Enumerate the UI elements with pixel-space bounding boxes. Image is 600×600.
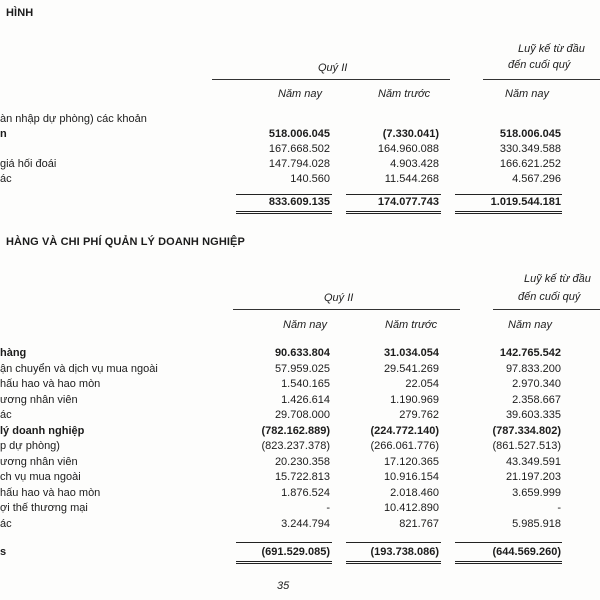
section2-row-value-c3: 97.833.200: [505, 362, 561, 375]
section1-total-c2: 174.077.743: [377, 196, 439, 208]
section2-quarter-underline: [233, 309, 460, 310]
section1-row-value-c2: 164.960.088: [377, 143, 439, 155]
section2-row-value-c1: 57.959.025: [274, 362, 330, 375]
section2-row-value-c3: 2.358.667: [512, 393, 561, 406]
section2-total-rule-c1: [236, 542, 332, 543]
section2-row-label: hàng: [0, 347, 27, 359]
section1-ytd-header-line2: đến cuối quý: [508, 59, 571, 71]
section2-total-c3: (644.569.260): [492, 546, 561, 558]
section1-col-ytd-this-year: Năm nay: [505, 88, 550, 100]
section2-row-value-c2: 10.916.154: [383, 471, 439, 483]
section2-row-value-c1: 29.708.000: [274, 409, 330, 421]
section2-row-value-c3: -: [557, 502, 561, 514]
section2-row-value-c2: 279.762: [399, 409, 439, 421]
section1-double-rule-c2b: [346, 213, 441, 214]
section1-row-value-c3: 330.349.588: [499, 143, 561, 155]
section1-ytd-header-line1: Luỹ kế từ đầu: [518, 43, 585, 55]
section1-double-rule-c2a: [346, 211, 441, 212]
section1-row-value-c1: 147.794.028: [268, 158, 330, 170]
section2-row-label: hấu hao và hao mòn: [0, 486, 101, 499]
section2-row-value-c3: 142.765.542: [499, 347, 561, 359]
section2-total-c2: (193.738.086): [370, 546, 439, 558]
section2-row-value-c2: 821.767: [399, 517, 439, 530]
section1-row-value-c3: 166.621.252: [499, 158, 561, 170]
section2-row-value-c2: 2.018.460: [390, 486, 439, 499]
section2-ytd-underline: [493, 309, 600, 310]
section2-row-label: p dự phòng): [0, 440, 60, 452]
section2-ytd-header-line1: Luỹ kế từ đầu: [524, 273, 591, 285]
section1-row-value-c2: 11.544.268: [384, 173, 439, 185]
section1-col-this-year: Năm nay: [278, 88, 323, 100]
section2-row-value-c3: 39.603.335: [505, 409, 561, 421]
section2-total-rule-c3: [455, 542, 562, 543]
section2-total-label: s: [0, 546, 7, 558]
section2-row-label: ương nhân viên: [0, 455, 78, 468]
section2-row-value-c3: (787.334.802): [492, 424, 561, 437]
section2-row-label: hấu hao và hao mòn: [0, 378, 101, 390]
section2-row-value-c1: 1.540.165: [281, 378, 330, 390]
section2-row-value-c3: 3.659.999: [512, 486, 561, 499]
section2-row-label: ác: [0, 409, 12, 421]
section2-double-rule-c1b: [236, 563, 332, 564]
page-number: 35: [277, 580, 290, 592]
section2-row-value-c2: 31.034.054: [383, 347, 439, 359]
section2-row-label: ác: [0, 517, 12, 530]
section1-row-value-c1: 167.668.502: [268, 143, 330, 155]
section2-row-value-c1: 15.722.813: [274, 471, 330, 483]
section2-row-value-c3: (861.527.513): [492, 440, 561, 452]
section2-double-rule-c2a: [346, 561, 441, 562]
section1-row-value-c3: 518.006.045: [499, 128, 561, 140]
section1-row-value-c1: 518.006.045: [268, 128, 330, 140]
section2-row-value-c1: (823.237.378): [261, 440, 330, 452]
section2-double-rule-c1a: [236, 561, 332, 562]
section1-quarter-underline: [212, 79, 450, 80]
section2-double-rule-c3a: [455, 561, 562, 562]
section1-row-label: giá hối đoái: [0, 158, 57, 170]
section2-row-value-c1: 1.876.524: [281, 486, 330, 499]
section2-row-label: ương nhân viên: [0, 393, 78, 406]
section2-double-rule-c3b: [455, 563, 562, 564]
section1-total-rule-c2: [346, 194, 441, 195]
section1-total-rule-c3: [455, 194, 562, 195]
section2-quarter-header: Quý II: [324, 292, 354, 304]
section2-row-label: ch vụ mua ngoài: [0, 471, 81, 483]
section1-row-value-c3: 4.567.296: [512, 173, 561, 185]
section2-total-c1: (691.529.085): [261, 546, 330, 558]
section1-total-c1: 833.609.135: [268, 196, 330, 208]
section2-heading: HÀNG VÀ CHI PHÍ QUẢN LÝ DOANH NGHIỆP: [6, 236, 245, 248]
section1-row-value-c2: 4.903.428: [390, 158, 439, 170]
section1-double-rule-c1b: [236, 213, 332, 214]
section2-row-value-c1: 90.633.804: [274, 347, 330, 359]
section2-row-value-c2: 22.054: [405, 378, 439, 390]
section1-col-prev-year: Năm trước: [378, 88, 431, 100]
section2-double-rule-c2b: [346, 563, 441, 564]
section2-col-prev-year: Năm trước: [385, 319, 438, 331]
section1-row-label: àn nhập dự phòng) các khoản: [0, 113, 147, 125]
section2-row-value-c1: -: [326, 502, 330, 514]
section2-row-value-c2: 17.120.365: [383, 455, 439, 468]
section2-row-value-c1: 1.426.614: [281, 393, 330, 406]
section2-ytd-header-line2: đến cuối quý: [518, 291, 581, 303]
section2-row-value-c3: 21.197.203: [505, 471, 561, 483]
section2-row-value-c2: 1.190.969: [390, 393, 439, 406]
section2-col-this-year: Năm nay: [283, 319, 328, 331]
section2-total-rule-c2: [346, 542, 441, 543]
section2-row-label: ận chuyển và dịch vụ mua ngoài: [0, 362, 158, 375]
section2-row-value-c2: (266.061.776): [370, 440, 439, 452]
section2-row-value-c2: 29.541.269: [383, 362, 439, 375]
section1-double-rule-c1a: [236, 211, 332, 212]
section2-row-value-c1: 20.230.358: [274, 455, 330, 468]
section2-row-value-c1: (782.162.889): [261, 424, 330, 437]
section1-double-rule-c3b: [455, 213, 562, 214]
section2-row-value-c2: (224.772.140): [370, 424, 439, 437]
section2-row-value-c3: 43.349.591: [505, 455, 561, 468]
section1-row-label: n: [0, 128, 7, 140]
section1-row-value-c1: 140.560: [290, 173, 330, 185]
section1-double-rule-c3a: [455, 211, 562, 212]
section2-row-value-c2: 10.412.890: [383, 502, 439, 514]
section2-row-label: ợi thế thương mại: [0, 502, 88, 514]
section2-row-label: lý doanh nghiệp: [0, 424, 85, 437]
section1-total-rule-c1: [236, 194, 332, 195]
section2-row-value-c3: 5.985.918: [512, 517, 561, 530]
section2-row-value-c1: 3.244.794: [281, 517, 330, 530]
section2-col-ytd-this-year: Năm nay: [508, 319, 553, 331]
section2-row-value-c3: 2.970.340: [512, 378, 561, 390]
section1-quarter-header: Quý II: [318, 62, 348, 74]
section1-row-value-c2: (7.330.041): [382, 128, 439, 140]
section1-ytd-underline: [483, 79, 600, 80]
section1-total-c3: 1.019.544.181: [490, 196, 561, 208]
section1-heading: HÌNH: [6, 7, 34, 19]
section1-row-label: ác: [0, 173, 12, 185]
